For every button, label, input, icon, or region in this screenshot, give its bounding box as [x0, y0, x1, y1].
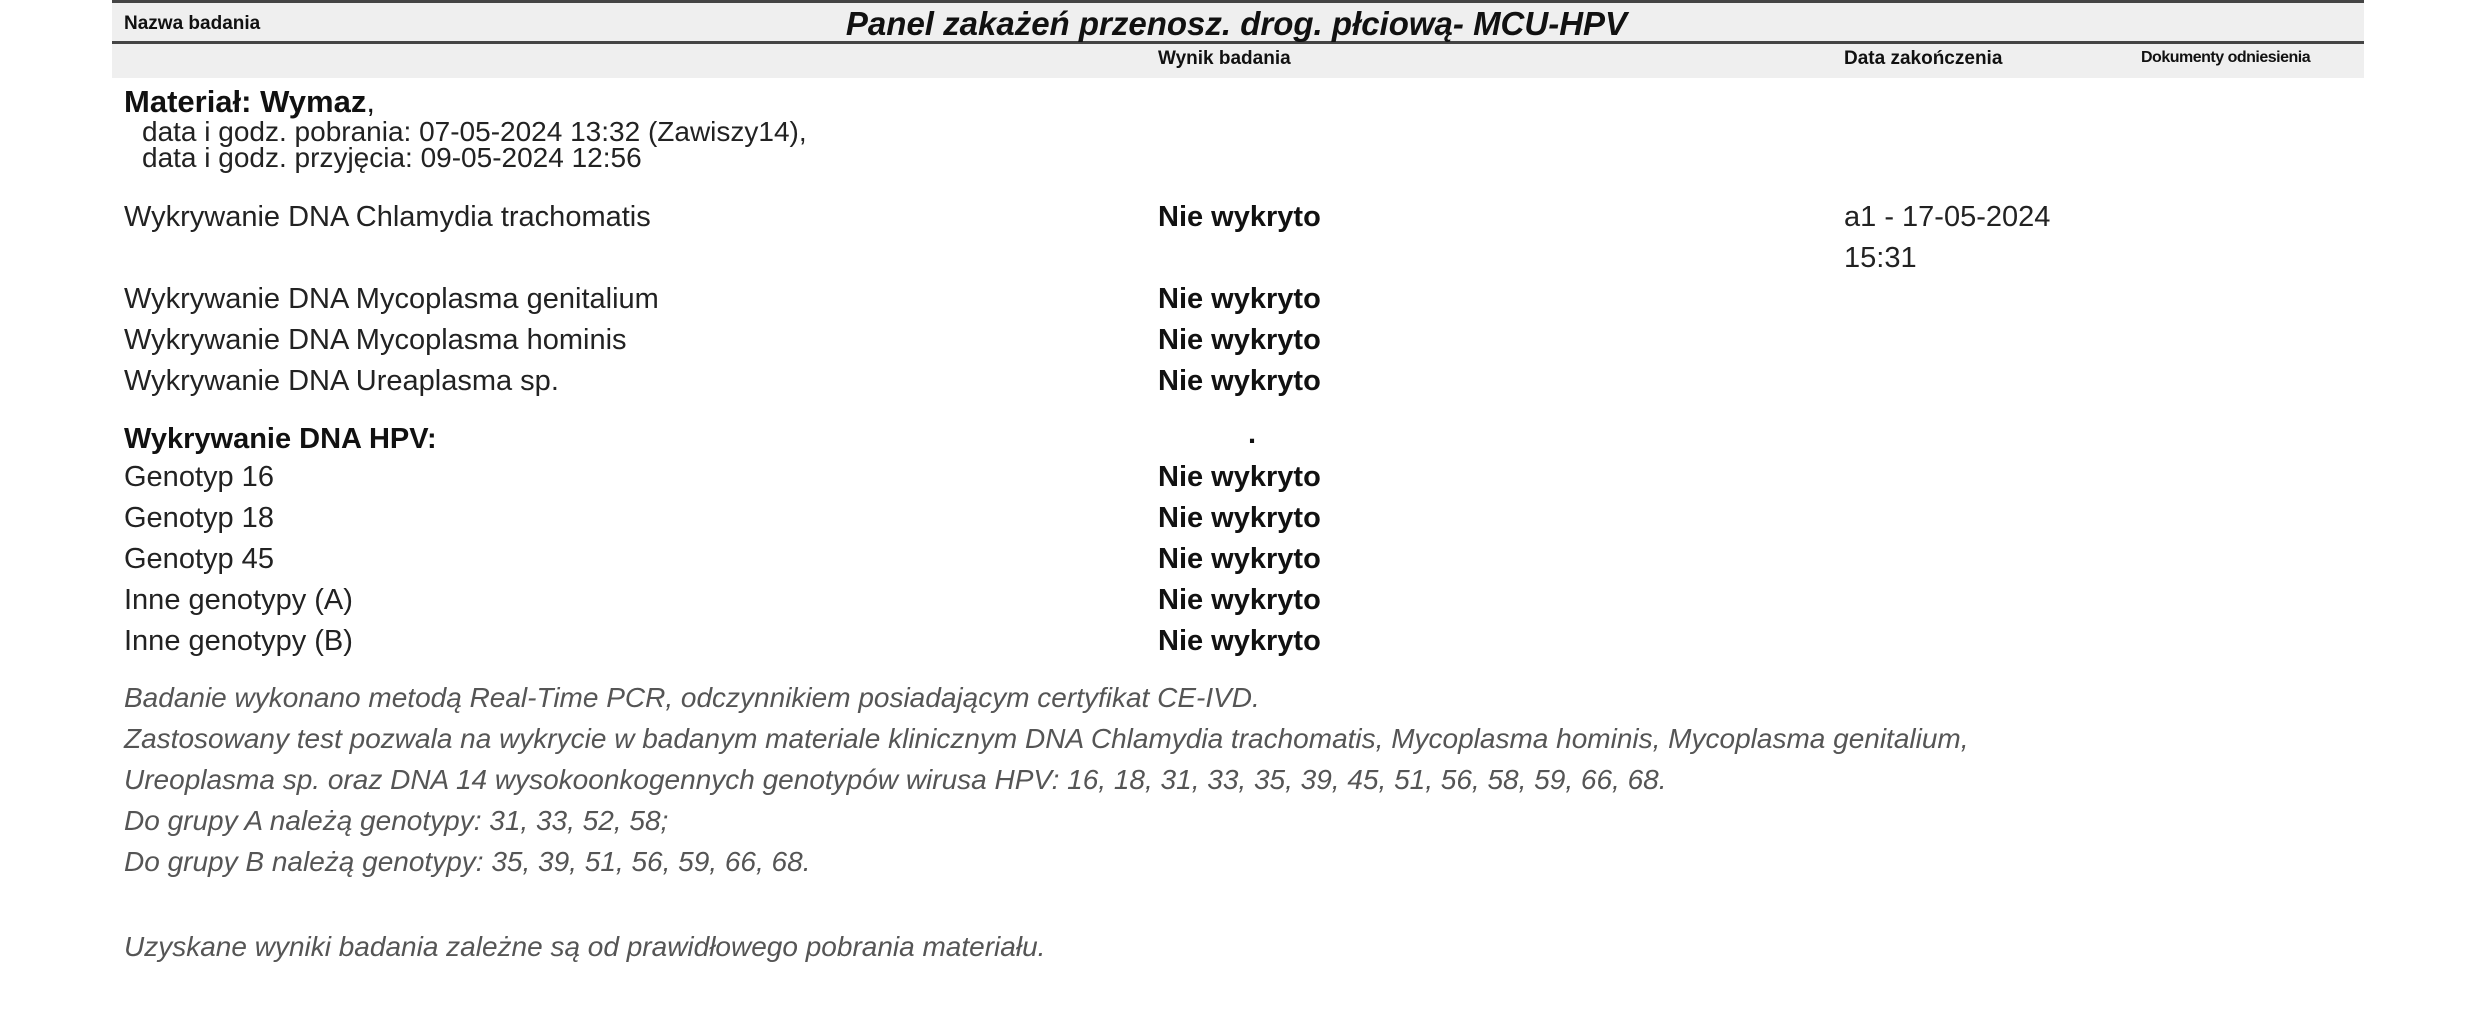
hpv-genotype-result: Nie wykryto — [1158, 502, 1321, 534]
hpv-genotype-name: Inne genotypy (A) — [124, 584, 353, 616]
collection-datetime: data i godz. pobrania: 07-05-2024 13:32 (Zawiszy14), — [142, 116, 807, 147]
hpv-genotype-result: Nie wykryto — [1158, 543, 1321, 575]
test-name: Wykrywanie DNA Chlamydia trachomatis — [124, 201, 651, 233]
scope-note-continued: Ureoplasma sp. oraz DNA 14 wysokoonkogennych genotypów wirusa HPV: 16, 18, 31, 33, 35, 39, 45, 51, 56, 58, 59, 66, 68. — [124, 764, 1667, 795]
method-note: Badanie wykonano metodą Real-Time PCR, odczynnikiem posiadającym certyfikat CE-IVD. — [124, 682, 1260, 713]
test-name-column-label: Nazwa badania — [124, 13, 261, 34]
disclaimer-note: Uzyskane wyniki badania zależne są od prawidłowego pobrania materiału. — [124, 931, 1046, 962]
test-name: Wykrywanie DNA Mycoplasma genitalium — [124, 283, 659, 315]
test-name: Wykrywanie DNA Mycoplasma hominis — [124, 324, 627, 356]
hpv-genotype-name: Genotyp 45 — [124, 543, 274, 575]
hpv-heading-result: . — [1248, 418, 1257, 450]
completion-date: a1 - 17-05-2024 — [1844, 201, 2051, 233]
date-column-label: Data zakończenia — [1844, 48, 2003, 69]
hpv-genotype-result: Nie wykryto — [1158, 584, 1321, 616]
result-column-label: Wynik badania — [1158, 48, 1291, 69]
test-name: Wykrywanie DNA Ureaplasma sp. — [124, 365, 559, 397]
group-a-note: Do grupy A należą genotypy: 31, 33, 52, 58; — [124, 805, 669, 836]
reference-docs-column-label: Dokumenty odniesienia — [2141, 49, 2311, 66]
test-result: Nie wykryto — [1158, 365, 1321, 397]
panel-title: Panel zakażeń przenosz. drog. płciową- MCU-HPV — [845, 5, 1628, 42]
completion-time: 15:31 — [1844, 242, 1917, 274]
hpv-genotype-name: Genotyp 18 — [124, 502, 274, 534]
hpv-genotype-result: Nie wykryto — [1158, 625, 1321, 657]
material-label: Materiał: Wymaz, — [124, 84, 375, 119]
test-result: Nie wykryto — [1158, 324, 1321, 356]
receipt-datetime: data i godz. przyjęcia: 09-05-2024 12:56 — [142, 142, 642, 173]
scope-note: Zastosowany test pozwala na wykrycie w badanym materiale klinicznym DNA Chlamydia trachomatis, Mycoplasma hominis, Mycoplasma genitalium, — [124, 723, 1969, 754]
hpv-section-heading: Wykrywanie DNA HPV: — [124, 423, 437, 455]
hpv-genotype-name: Inne genotypy (B) — [124, 625, 353, 657]
test-result: Nie wykryto — [1158, 201, 1321, 233]
group-b-note: Do grupy B należą genotypy: 35, 39, 51, 56, 59, 66, 68. — [124, 846, 811, 877]
header-top-rule — [112, 0, 2364, 3]
hpv-genotype-result: Nie wykryto — [1158, 461, 1321, 493]
test-result: Nie wykryto — [1158, 283, 1321, 315]
hpv-genotype-name: Genotyp 16 — [124, 461, 274, 493]
